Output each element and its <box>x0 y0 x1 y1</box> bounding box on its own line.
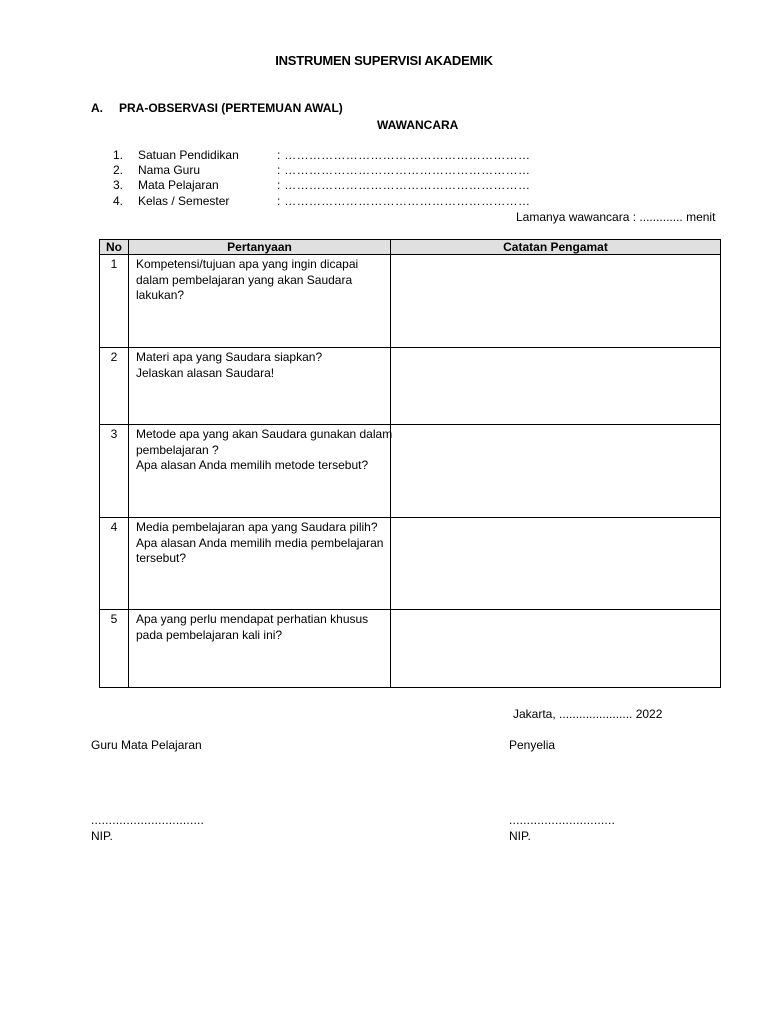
interview-duration: Lamanya wawancara : ............. menit <box>516 210 716 224</box>
question-cell <box>129 610 391 688</box>
table-row <box>100 348 721 425</box>
question-cell <box>129 518 391 610</box>
question-line: pada pembelajaran kali ini? <box>136 627 283 642</box>
row-number: 4 <box>100 518 129 610</box>
identity-fill-line[interactable]: : …………………………………………………… <box>277 194 531 208</box>
question-line: Apa yang perlu mendapat perhatian khusus <box>136 612 369 626</box>
table-row <box>100 425 721 518</box>
question-line: Metode apa yang akan Saudara gunakan dalam <box>136 427 393 441</box>
identity-number: 4. <box>113 194 124 208</box>
section-title: PRA-OBSERVASI (PERTEMUAN AWAL) <box>119 101 343 115</box>
question-cell <box>129 348 391 425</box>
table-row <box>100 255 721 348</box>
supervisor-signature-title: Penyelia <box>509 738 556 752</box>
question-line: pembelajaran ? <box>136 442 219 457</box>
section-subtitle: WAWANCARA <box>377 118 459 132</box>
question-line: Apa alasan Anda memilih media pembelajaran <box>136 535 384 550</box>
question-line: Apa alasan Anda memilih metode tersebut? <box>136 458 369 472</box>
place-date: Jakarta, ...................... 2022 <box>513 707 663 721</box>
supervisor-signature-line[interactable]: .............................. <box>509 813 616 827</box>
identity-fill-line[interactable]: : …………………………………………………… <box>277 178 531 192</box>
identity-number: 2. <box>113 163 124 177</box>
question-cell <box>129 425 391 518</box>
row-number: 2 <box>100 348 129 425</box>
observer-notes-cell[interactable] <box>391 610 721 688</box>
table-row <box>100 518 721 610</box>
row-number: 3 <box>100 425 129 518</box>
teacher-signature-line[interactable]: ................................ <box>91 813 205 827</box>
identity-label: Nama Guru <box>138 163 201 177</box>
observer-notes-cell[interactable] <box>391 518 721 610</box>
supervisor-nip: NIP. <box>509 829 531 843</box>
question-line: Materi apa yang Saudara siapkan? <box>136 350 323 364</box>
interview-table <box>99 239 721 688</box>
identity-label: Kelas / Semester <box>138 194 230 208</box>
document-title: INSTRUMEN SUPERVISI AKADEMIK <box>275 53 493 68</box>
identity-number: 1. <box>113 148 124 162</box>
identity-label: Satuan Pendidikan <box>138 148 239 162</box>
identity-number: 3. <box>113 178 124 192</box>
section-letter: A. <box>91 101 103 115</box>
observer-notes-cell[interactable] <box>391 425 721 518</box>
teacher-signature-title: Guru Mata Pelajaran <box>91 738 202 752</box>
question-line: Jelaskan alasan Saudara! <box>136 365 275 380</box>
observer-notes-cell[interactable] <box>391 348 721 425</box>
identity-fill-line[interactable]: : …………………………………………………… <box>277 163 531 177</box>
header-notes: Catatan Pengamat <box>391 240 721 255</box>
question-line: Kompetensi/tujuan apa yang ingin dicapai <box>136 257 359 271</box>
question-line: Media pembelajaran apa yang Saudara pilih? <box>136 520 378 534</box>
header-question: Pertanyaan <box>129 240 391 255</box>
observer-notes-cell[interactable] <box>391 255 721 348</box>
header-no: No <box>100 240 129 255</box>
table-row <box>100 610 721 688</box>
identity-label: Mata Pelajaran <box>138 178 219 192</box>
row-number: 5 <box>100 610 129 688</box>
question-line: dalam pembelajaran yang akan Saudara <box>136 272 353 287</box>
question-line: tersebut? <box>136 551 187 565</box>
row-number: 1 <box>100 255 129 348</box>
teacher-nip: NIP. <box>91 829 113 843</box>
question-cell <box>129 255 391 348</box>
identity-fill-line[interactable]: : …………………………………………………… <box>277 148 531 162</box>
table-header-row <box>100 240 721 255</box>
question-line: lakukan? <box>136 288 185 302</box>
